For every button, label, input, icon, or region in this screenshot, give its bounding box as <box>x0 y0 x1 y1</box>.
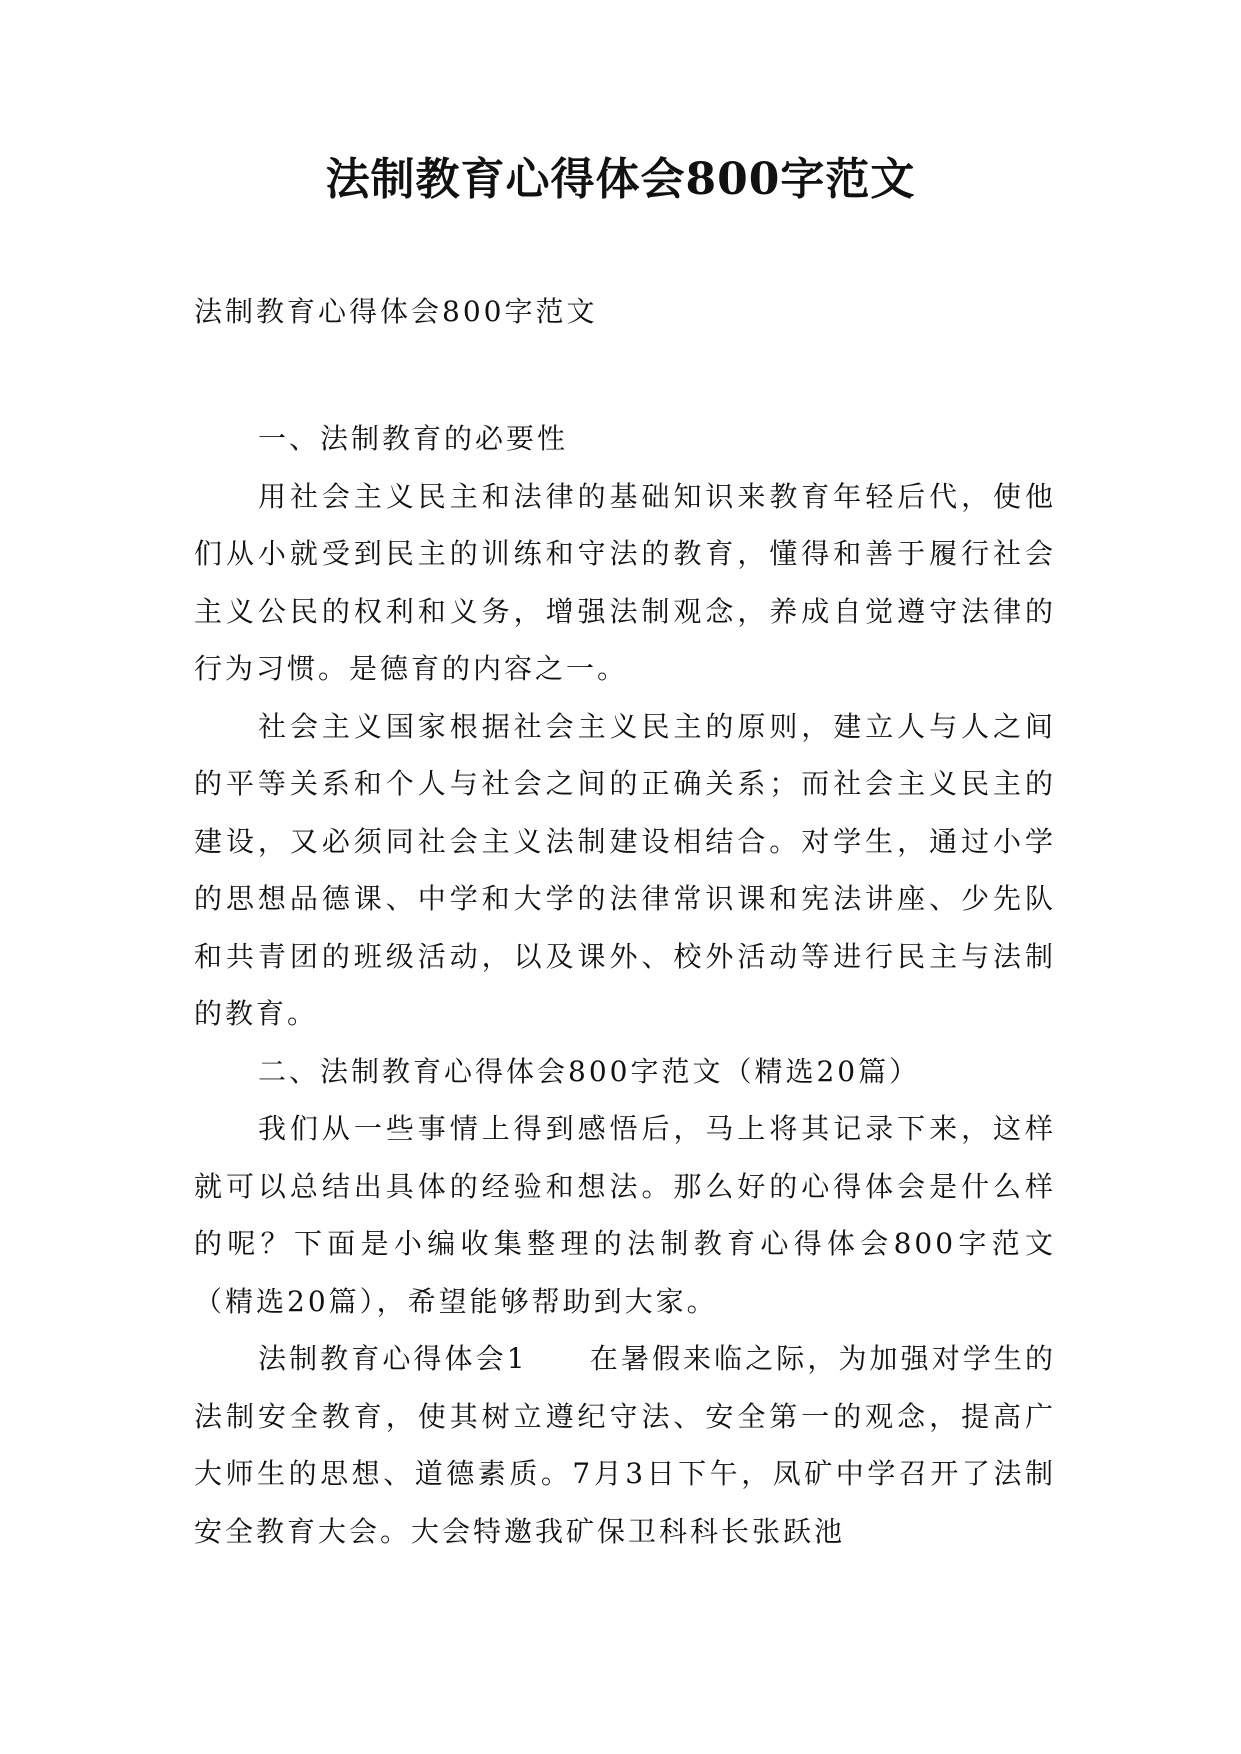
body-paragraph: 法制教育心得体会1 在暑假来临之际，为加强对学生的法制安全教育，使其树立遵纪守法、安全第一的观念，提高广大师生的思想、道德素质。7月3日下午，凤矿中学召开了法制安全教育大会。大会特邀我矿保卫科科长张跃池 <box>194 1342 1056 1548</box>
section-heading-necessity: 一、法制教育的必要性 <box>258 422 569 455</box>
section-heading-essays: 二、法制教育心得体会800字范文（精选20篇） <box>258 1054 921 1088</box>
document-subtitle: 法制教育心得体会800字范文 <box>194 295 598 328</box>
body-paragraph: 我们从一些事情上得到感悟后，马上将其记录下来，这样就可以总结出具体的经验和想法。那么好的心得体会是什么样的呢？下面是小编收集整理的法制教育心得体会800字范文（精选20篇），希望能够帮助到大家。 <box>194 1112 1056 1318</box>
document-title: 法制教育心得体会800字范文 <box>325 154 916 205</box>
body-paragraph: 用社会主义民主和法律的基础知识来教育年轻后代，使他们从小就受到民主的训练和守法的教育，懂得和善于履行社会主义公民的权利和义务，增强法制观念，养成自觉遵守法律的行为习惯。是德育的内容之一。 <box>194 479 1056 685</box>
body-paragraph: 社会主义国家根据社会主义民主的原则，建立人与人之间的平等关系和个人与社会之间的正确关系；而社会主义民主的建设，又必须同社会主义法制建设相结合。对学生，通过小学的思想品德课、中学和大学的法律常识课和宪法讲座、少先队和共青团的班级活动，以及课外、校外活动等进行民主与法制的教育。 <box>194 709 1056 1030</box>
document-body <box>194 410 1056 1560</box>
